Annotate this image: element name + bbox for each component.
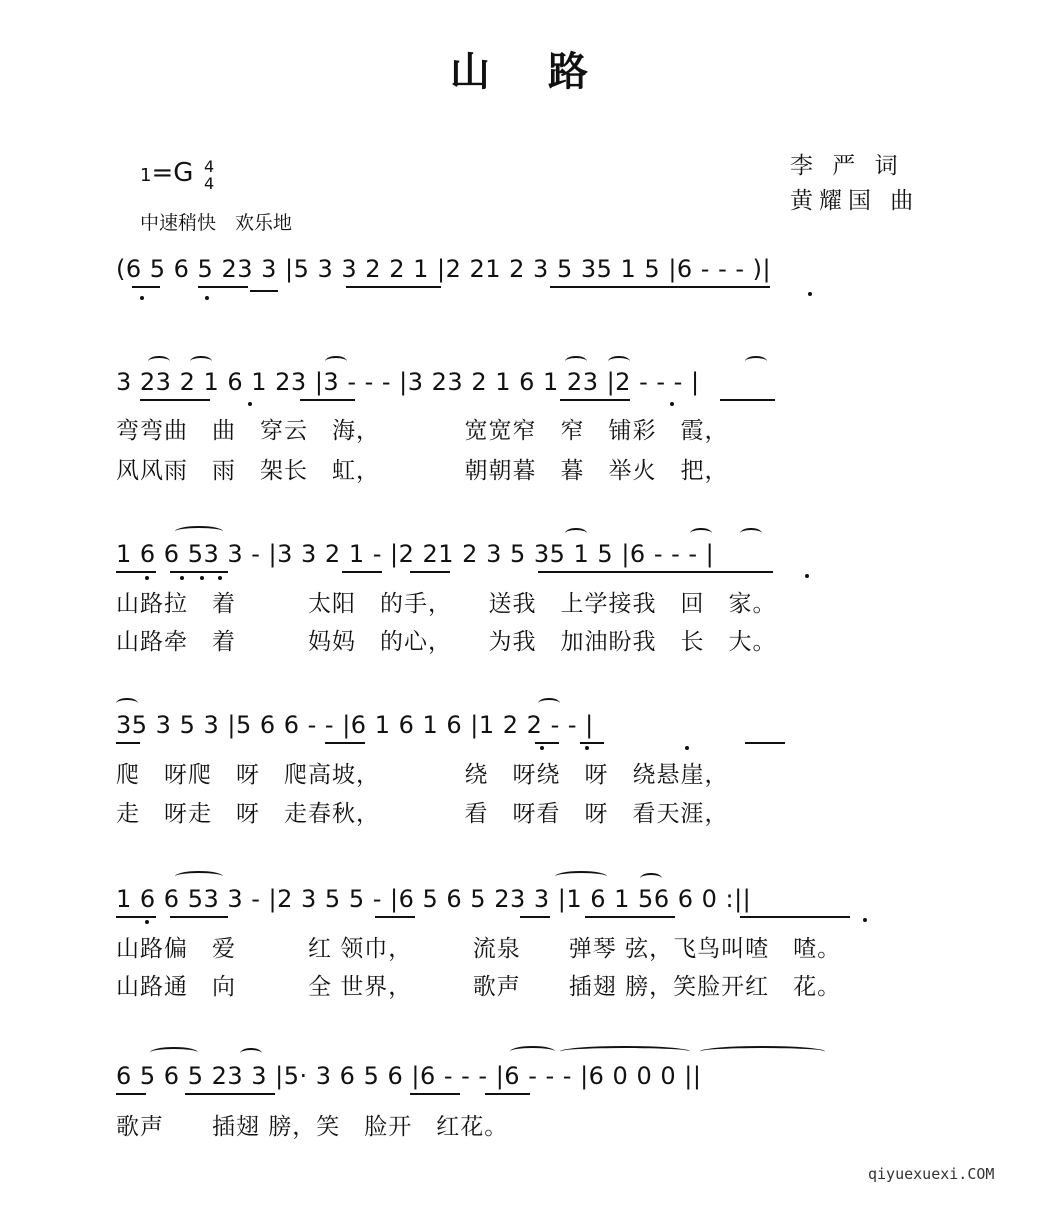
beam-underline (116, 916, 156, 918)
beam-underline (535, 742, 559, 744)
slur-mark (175, 871, 223, 882)
beam-underline (580, 742, 604, 744)
octave-dot (218, 576, 222, 580)
octave-dot (863, 918, 867, 922)
slur-mark (240, 1048, 262, 1059)
time-signature (204, 158, 214, 192)
octave-dot (670, 402, 674, 406)
lyric-row-5-verse-1: 山路偏 爱 红 领巾， 流泉 弹琴 弦，飞鸟叫喳 喳。 (116, 936, 842, 962)
beam-underline (250, 290, 278, 292)
octave-dot (808, 292, 812, 296)
octave-dot (200, 576, 204, 580)
octave-dot (180, 576, 184, 580)
octave-dot (145, 920, 149, 924)
beam-underline (342, 571, 382, 573)
slur-mark (745, 356, 767, 367)
octave-dot (145, 576, 149, 580)
beam-underline (538, 571, 773, 573)
beam-underline (375, 916, 415, 918)
lyric-row-4-verse-2: 走 呀走 呀 走春秋， 看 呀看 呀 看天涯， (116, 801, 729, 827)
lyricist-credit: 李 严 词 (790, 153, 904, 179)
key-value: =G (151, 158, 194, 188)
beam-underline (116, 1093, 146, 1095)
lyric-row-2-verse-2: 风风雨 雨 架长 虹， 朝朝暮 暮 举火 把， (116, 458, 729, 484)
key-signature (140, 158, 193, 188)
beam-underline (198, 286, 248, 288)
slur-mark (325, 356, 347, 367)
notation-row-6: 6 5 6 5 23 3 |5· 3 6 5 6 |6 - - - |6 - - - |6 0 0 0 || (116, 1062, 702, 1090)
lyric-row-3-verse-1: 山路拉 着 太阳 的手， 送我 上学接我 回 家。 (116, 591, 777, 617)
slur-mark (190, 356, 212, 367)
beam-underline (185, 1093, 275, 1095)
beam-underline (720, 399, 775, 401)
octave-dot (140, 296, 144, 300)
slur-mark (608, 356, 630, 367)
notation-row-3: 1 6 6 53 3 - |3 3 2 1 - |2 21 2 3 5 35 1 5 |6 - - - | (116, 540, 715, 568)
slur-mark (565, 356, 587, 367)
lyric-row-3-verse-2: 山路牵 着 妈妈 的心， 为我 加油盼我 长 大。 (116, 629, 777, 655)
watermark: qiyuexuexi.COM (868, 1165, 995, 1183)
beam-underline (116, 742, 140, 744)
tie-mark (560, 1046, 690, 1057)
notation-row-1: (6 5 6 5 23 3 |5 3 3 2 2 1 |2 21 2 3 5 35 1 5 |6 - - - )| (116, 255, 772, 283)
slur-mark (148, 356, 170, 367)
key-prefix: 1 (140, 165, 152, 186)
slur-mark (150, 1047, 198, 1058)
beam-underline (170, 916, 228, 918)
notation-row-2: 3 23 2 1 6 1 23 |3 - - - |3 23 2 1 6 1 23 |2 - - - | (116, 368, 700, 396)
slur-mark (640, 873, 662, 884)
octave-dot (685, 746, 689, 750)
slur-mark (555, 871, 607, 882)
beam-underline (410, 1093, 460, 1095)
beam-underline (346, 286, 441, 288)
slur-mark (740, 528, 762, 539)
lyric-row-6-verse-1: 歌声 插翅 膀，笑 脸开 红花。 (116, 1114, 509, 1140)
lyric-row-5-verse-2: 山路通 向 全 世界， 歌声 插翅 膀，笑脸开红 花。 (116, 974, 842, 1000)
octave-dot (248, 402, 252, 406)
slur-mark (510, 1046, 555, 1057)
slur-mark (565, 528, 587, 539)
octave-dot (805, 574, 809, 578)
tie-mark (700, 1046, 825, 1057)
octave-dot (540, 746, 544, 750)
composer-credit: 黄耀国 曲 (790, 188, 920, 214)
beam-underline (116, 571, 156, 573)
beam-underline (170, 571, 228, 573)
beam-underline (140, 399, 210, 401)
beam-underline (585, 916, 675, 918)
beam-underline (485, 1093, 530, 1095)
beam-underline (560, 399, 630, 401)
beam-underline (410, 571, 450, 573)
slur-mark (175, 526, 223, 537)
lyric-row-4-verse-1: 爬 呀爬 呀 爬高坡， 绕 呀绕 呀 绕悬崖， (116, 762, 729, 788)
notation-row-4: 35 3 5 3 |5 6 6 - - |6 1 6 1 6 |1 2 2 - - | (116, 711, 594, 739)
beam-underline (300, 399, 355, 401)
beam-underline (132, 286, 160, 288)
beam-underline (740, 916, 850, 918)
beam-underline (745, 742, 785, 744)
octave-dot (585, 746, 589, 750)
beam-underline (325, 742, 365, 744)
meter-top: 4 (204, 157, 215, 176)
notation-row-5: 1 6 6 53 3 - |2 3 5 5 - |6 5 6 5 23 3 |1 6 1 56 6 0 :|| (116, 885, 752, 913)
octave-dot (205, 296, 209, 300)
meter-bottom: 4 (204, 174, 215, 193)
beam-underline (550, 286, 770, 288)
beam-underline (520, 916, 550, 918)
tempo-marking: 中速稍快 欢乐地 (140, 212, 293, 234)
page-title: 山 路 (450, 48, 610, 95)
slur-mark (116, 698, 138, 709)
lyric-row-2-verse-1: 弯弯曲 曲 穿云 海， 宽宽窄 窄 铺彩 霞， (116, 418, 729, 444)
slur-mark (690, 528, 712, 539)
slur-mark (538, 698, 560, 709)
